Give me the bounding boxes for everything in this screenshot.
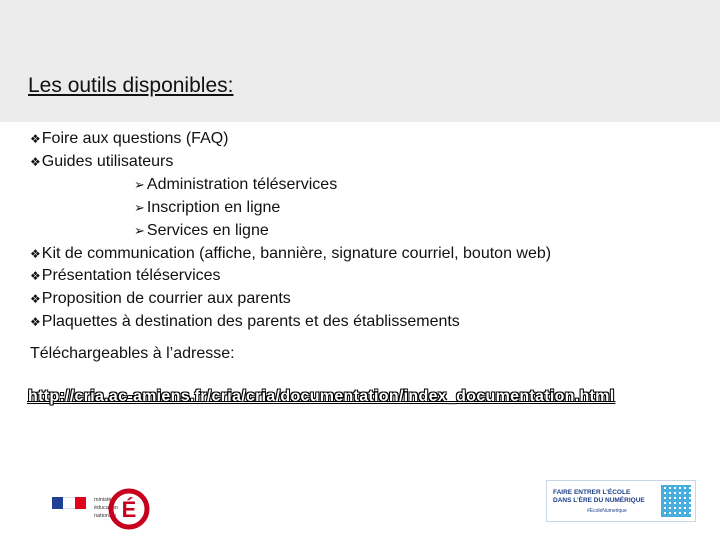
bullet-text: Proposition de courrier aux parents — [41, 290, 291, 308]
bullet-text: Services en ligne — [146, 221, 269, 239]
bullet-item — [30, 151, 710, 174]
bullet-text: Guides utilisateurs — [41, 152, 174, 170]
qr-code-icon — [661, 485, 691, 517]
diamond-bullet-icon: ❖ — [30, 269, 41, 284]
bullet-text: Kit de communication (affiche, bannière, signature courriel, bouton web) — [41, 244, 552, 262]
bullet-item — [30, 174, 710, 197]
bullet-text: Foire aux questions (FAQ) — [41, 130, 229, 147]
download-label: Téléchargeables à l’adresse: — [30, 345, 235, 362]
diamond-bullet-icon: ❖ — [30, 154, 41, 169]
diamond-bullet-icon: ❖ — [30, 132, 41, 146]
bullet-text: Inscription en ligne — [146, 198, 281, 216]
bullet-item — [30, 197, 710, 220]
diamond-bullet-icon: ❖ — [30, 292, 41, 307]
svg-text:É: É — [121, 497, 137, 522]
banner-line-1: FAIRE ENTRER L’ÉCOLE — [553, 489, 631, 496]
slide-title: Les outils disponibles: — [28, 74, 234, 97]
bullet-item — [30, 265, 710, 288]
bullet-text: Administration téléservices — [146, 175, 338, 193]
bullet-item — [30, 311, 710, 334]
bullet-text: Plaquettes à destination des parents et des établissements — [41, 313, 460, 331]
diamond-bullet-icon: ❖ — [30, 315, 41, 330]
ministry-text: ministère éducation nationale — [94, 497, 118, 519]
arrow-bullet-icon: ➢ — [134, 200, 145, 216]
banner-line-2: DANS L’ÈRE DU NUMÉRIQUE — [553, 497, 645, 504]
bullet-item — [30, 288, 710, 311]
banner-hashtag: #EcoleNumerique — [587, 508, 627, 514]
education-e-logo-icon — [108, 484, 150, 530]
bullet-item — [30, 243, 710, 266]
bullet-item — [30, 220, 710, 243]
header-band — [0, 0, 720, 122]
french-republic-logo-icon — [52, 497, 92, 527]
diamond-bullet-icon: ❖ — [30, 246, 41, 261]
numerique-banner — [546, 480, 696, 522]
bullet-text: Présentation téléservices — [41, 267, 221, 285]
bullet-item — [30, 128, 710, 151]
documentation-link[interactable]: http://cria.ac-amiens.fr/cria/cria/documentation/index_documentation.html — [28, 388, 615, 405]
arrow-bullet-icon: ➢ — [134, 177, 145, 193]
arrow-bullet-icon: ➢ — [134, 223, 145, 239]
bullet-list — [30, 128, 710, 334]
